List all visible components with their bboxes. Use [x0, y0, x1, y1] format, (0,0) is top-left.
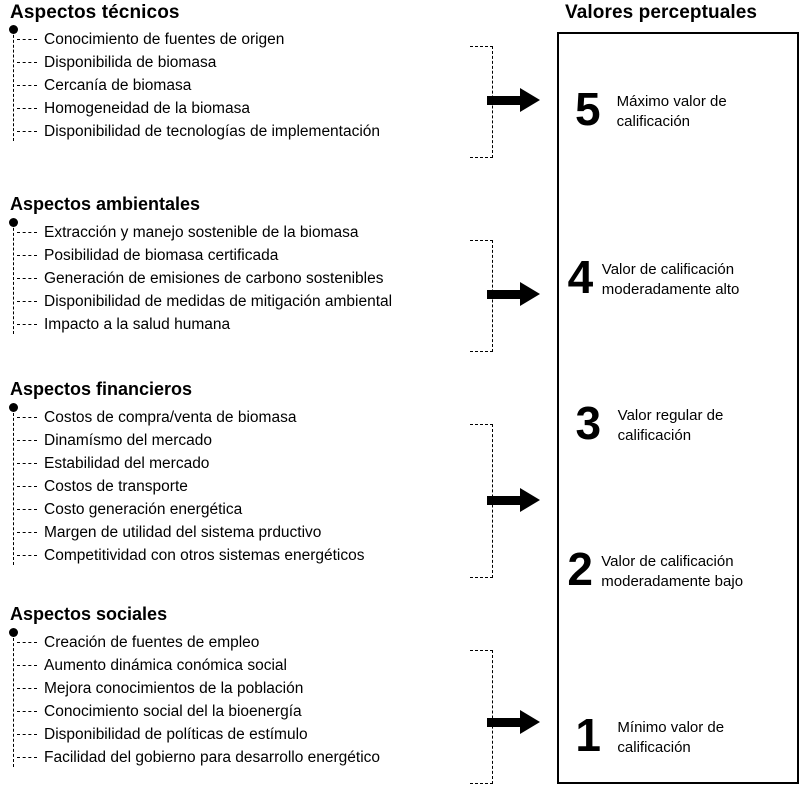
arrow-right-icon [487, 92, 541, 106]
list-item: Homogeneidad de la biomasa [14, 97, 510, 120]
score-description: Valor regular de calificación [617, 407, 724, 444]
list-item: Aumento dinámica conómica social [14, 654, 510, 677]
group-body [10, 406, 510, 567]
bullet-dot-icon [9, 403, 18, 412]
score-description: Valor de calificación moderadamente alto [601, 261, 740, 298]
group-title: Aspectos financieros [10, 379, 193, 399]
criteria-list [14, 631, 510, 769]
score-row [559, 709, 797, 761]
perceptual-values-panel [557, 32, 799, 784]
list-item: Posibilidad de biomasa certificada [14, 244, 510, 267]
group-body [10, 221, 510, 336]
score-value: 2 [567, 543, 593, 595]
list-item: Disponibilidad de medidas de mitigación ambiental [14, 290, 510, 313]
list-item: Costos de compra/venta de biomasa [14, 406, 510, 429]
bullet-dot-icon [9, 218, 18, 227]
list-item: Extracción y manejo sostenible de la biomasa [14, 221, 510, 244]
list-item: Impacto a la salud humana [14, 313, 510, 336]
criteria-list [14, 28, 510, 143]
list-item: Generación de emisiones de carbono sostenibles [14, 267, 510, 290]
list-item: Competitividad con otros sistemas energéticos [14, 544, 510, 567]
list-item: Conocimiento de fuentes de origen [14, 28, 510, 51]
group-aspectos-tecnicos [10, 28, 510, 143]
arrow-right-icon [487, 286, 541, 300]
list-item: Costo generación energética [14, 498, 510, 521]
group-aspectos-ambientales [10, 194, 510, 336]
arrow-right-icon [487, 492, 541, 506]
score-value: 1 [575, 709, 601, 761]
criteria-list [14, 221, 510, 336]
group-body [10, 631, 510, 769]
list-item: Estabilidad del mercado [14, 452, 510, 475]
group-aspectos-financieros [10, 379, 510, 567]
score-value: 4 [567, 251, 594, 303]
score-value: 3 [575, 397, 602, 449]
bullet-dot-icon [9, 25, 18, 34]
list-item: Disponibilida de biomasa [14, 51, 510, 74]
group-aspectos-sociales [10, 604, 510, 769]
group-title: Aspectos sociales [10, 604, 168, 624]
list-item: Dinamísmo del mercado [14, 429, 510, 452]
arrow-right-icon [487, 714, 541, 728]
score-row [559, 543, 797, 595]
list-item: Facilidad del gobierno para desarrollo energético [14, 746, 510, 769]
score-row [559, 83, 797, 135]
list-item: Disponibilidad de políticas de estímulo [14, 723, 510, 746]
score-row [559, 251, 797, 303]
page-title-left-column: Aspectos técnicos [10, 2, 180, 23]
group-body [10, 28, 510, 143]
list-item: Mejora conocimientos de la población [14, 677, 510, 700]
list-item: Creación de fuentes de empleo [14, 631, 510, 654]
score-description: Valor de calificación moderadamente bajo [601, 553, 744, 590]
list-item: Margen de utilidad del sistema prductivo [14, 521, 510, 544]
score-value: 5 [575, 83, 601, 135]
criteria-list [14, 406, 510, 567]
list-item: Costos de transporte [14, 475, 510, 498]
bullet-dot-icon [9, 628, 18, 637]
list-item: Disponibilidad de tecnologías de implementación [14, 120, 510, 143]
list-item: Conocimiento social del la bioenergía [14, 700, 510, 723]
list-item: Cercanía de biomasa [14, 74, 510, 97]
score-description: Máximo valor de calificación [616, 93, 727, 130]
score-description: Mínimo valor de calificación [617, 719, 725, 756]
page-title-right-column: Valores perceptuales [565, 2, 758, 23]
group-title: Aspectos ambientales [10, 194, 201, 214]
score-row [559, 397, 797, 449]
